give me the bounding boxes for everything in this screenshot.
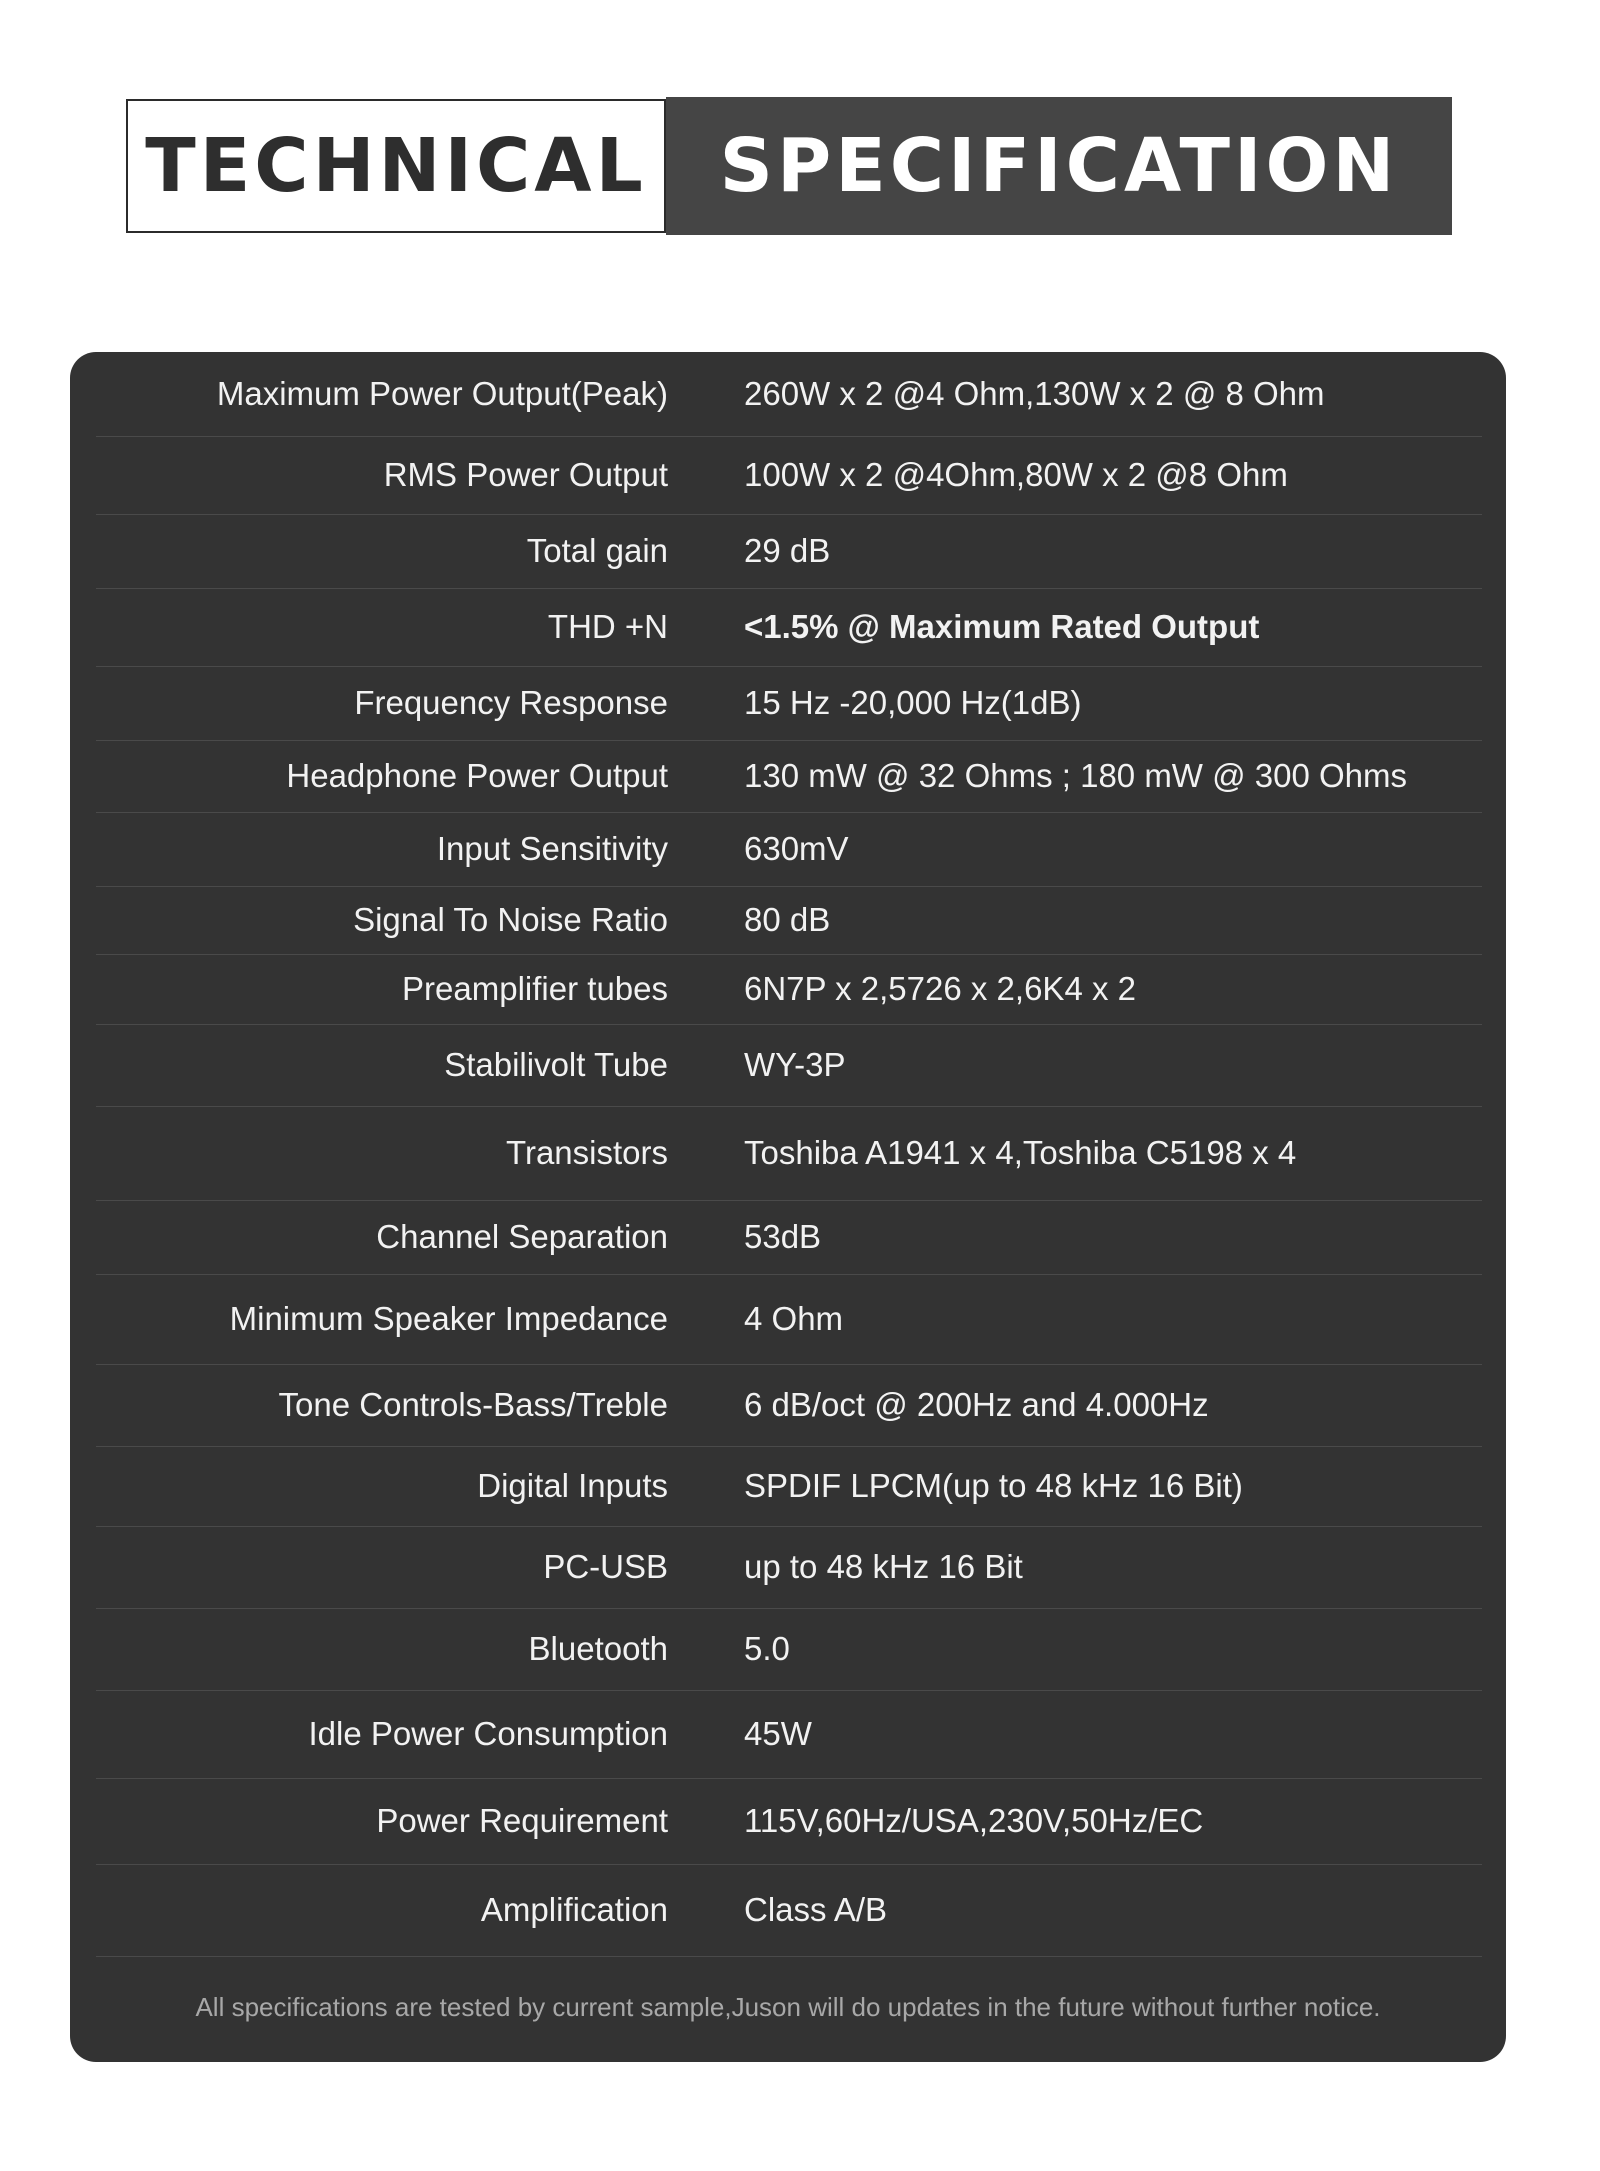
spec-value: 45W	[744, 1715, 812, 1752]
spec-label: Maximum Power Output(Peak)	[216, 375, 668, 412]
spec-label: Amplification	[480, 1891, 668, 1928]
spec-value: SPDIF LPCM(up to 48 kHz 16 Bit)	[744, 1467, 1243, 1504]
spec-table	[70, 352, 1506, 2062]
spec-row-channel-separation	[96, 1200, 1482, 1275]
spec-label: RMS Power Output	[383, 456, 668, 493]
spec-label: Signal To Noise Ratio	[353, 901, 668, 938]
spec-label: Headphone Power Output	[286, 757, 668, 794]
spec-row-total-gain	[96, 514, 1482, 589]
spec-row-idle-power	[96, 1690, 1482, 1779]
spec-row-thd	[96, 588, 1482, 667]
spec-label: Stabilivolt Tube	[444, 1046, 668, 1083]
spec-value: Toshiba A1941 x 4,Toshiba C5198 x 4	[744, 1134, 1297, 1171]
title-left-box	[126, 99, 666, 233]
spec-label: Transistors	[506, 1134, 668, 1171]
spec-row-preamp-tubes	[96, 954, 1482, 1025]
spec-label: Digital Inputs	[477, 1467, 668, 1504]
spec-value: 100W x 2 @4Ohm,80W x 2 @8 Ohm	[744, 456, 1288, 493]
spec-label: Tone Controls-Bass/Treble	[278, 1386, 668, 1423]
spec-value: WY-3P	[744, 1046, 846, 1083]
spec-row-frequency-response	[96, 666, 1482, 741]
title-banner	[126, 97, 1452, 235]
spec-label: Minimum Speaker Impedance	[229, 1300, 668, 1337]
spec-row-stabilivolt-tube	[96, 1024, 1482, 1107]
spec-label: Channel Separation	[376, 1218, 668, 1255]
spec-value: 6 dB/oct @ 200Hz and 4.000Hz	[744, 1386, 1209, 1423]
spec-row-transistors	[96, 1106, 1482, 1201]
spec-value: 260W x 2 @4 Ohm,130W x 2 @ 8 Ohm	[744, 375, 1325, 412]
spec-row-digital-inputs	[96, 1446, 1482, 1527]
spec-value: 630mV	[744, 830, 849, 867]
spec-value: 115V,60Hz/USA,230V,50Hz/EC	[744, 1802, 1204, 1839]
spec-value: up to 48 kHz 16 Bit	[744, 1548, 1023, 1585]
spec-row-max-power	[96, 352, 1482, 437]
title-word-specification: SPECIFICATION	[719, 123, 1399, 209]
spec-value: 4 Ohm	[744, 1300, 844, 1337]
spec-row-power-requirement	[96, 1778, 1482, 1865]
spec-row-amplification	[96, 1864, 1482, 1957]
title-right-box	[666, 97, 1452, 235]
spec-label: Input Sensitivity	[436, 830, 668, 867]
spec-label: Frequency Response	[354, 684, 668, 721]
spec-row-pc-usb	[96, 1526, 1482, 1609]
spec-value: 80 dB	[744, 901, 831, 938]
spec-row-tone-controls	[96, 1364, 1482, 1447]
title-word-technical: TECHNICAL	[145, 123, 647, 209]
spec-value: 29 dB	[744, 532, 831, 569]
spec-value: 6N7P x 2,5726 x 2,6K4 x 2	[744, 970, 1136, 1007]
spec-value: <1.5% @ Maximum Rated Output	[744, 608, 1260, 645]
spec-row-headphone-power	[96, 740, 1482, 813]
spec-value: 15 Hz -20,000 Hz(1dB)	[744, 684, 1082, 721]
spec-row-input-sensitivity	[96, 812, 1482, 887]
spec-row-min-impedance	[96, 1274, 1482, 1365]
spec-value: 130 mW @ 32 Ohms ; 180 mW @ 300 Ohms	[744, 757, 1408, 794]
spec-value: 53dB	[744, 1218, 822, 1255]
spec-label: Preamplifier tubes	[402, 970, 668, 1007]
footnote-disclaimer: All specifications are tested by current sample,Juson will do updates in the future without further notice.	[195, 1992, 1381, 2022]
spec-value: 5.0	[744, 1630, 790, 1667]
spec-row-bluetooth	[96, 1608, 1482, 1691]
spec-label: Power Requirement	[376, 1802, 668, 1839]
spec-label: Total gain	[526, 532, 668, 569]
spec-label: Bluetooth	[528, 1630, 668, 1667]
spec-label: PC-USB	[543, 1548, 668, 1585]
spec-row-rms-power	[96, 436, 1482, 515]
spec-row-snr	[96, 886, 1482, 955]
spec-value: Class A/B	[744, 1891, 888, 1928]
spec-label: Idle Power Consumption	[308, 1715, 668, 1752]
spec-label: THD +N	[547, 608, 668, 645]
